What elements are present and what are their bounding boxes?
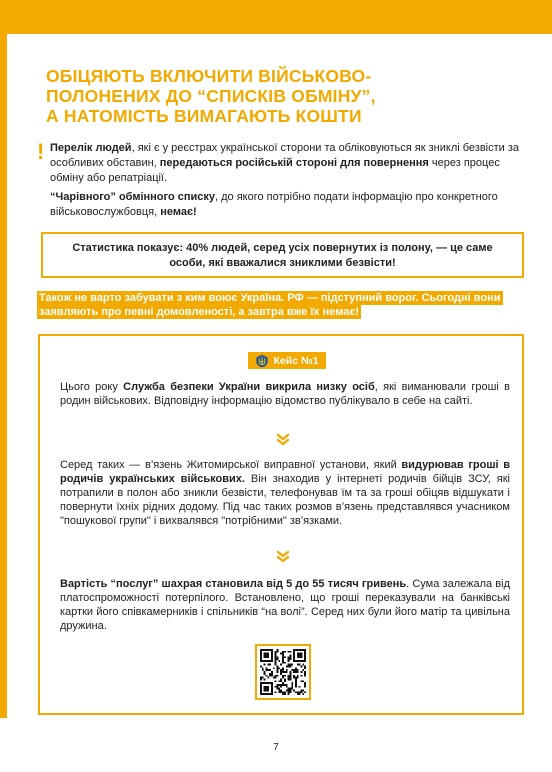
exclamation-mark-icon: ! xyxy=(37,139,45,164)
case-p3-text: . Сума залежала від платоспроможності потерпілого. Встановлено, що гроші переказували на банківські картки його співкамерників і спільників “на волі”. Серед них були його матір та цивільна дружина. xyxy=(60,578,510,632)
case-paragraph-3 xyxy=(60,577,510,633)
case-paragraph-1 xyxy=(60,380,510,408)
case-paragraph-2 xyxy=(60,458,510,528)
title-line-2: ПОЛОНЕНИХ ДО “СПИСКІВ ОБМІНУ”, xyxy=(46,86,376,106)
page-number: 7 xyxy=(273,742,279,753)
case-box xyxy=(38,334,524,715)
title-line-3: А НАТОМІСТЬ ВИМАГАЮТЬ КОШТИ xyxy=(46,106,362,126)
intro-bold-mid: передаються російській стороні для повернення xyxy=(159,157,429,169)
top-accent-bar xyxy=(0,0,552,34)
intro-text-1: , які є у реєстрах української сторони та обліковуються як зниклі безвісти за особливих обставин, xyxy=(50,142,520,169)
case-p3-bold: Вартість “послуг” шахрая становила від 5 до 55 тисяч гривень xyxy=(60,578,407,590)
double-chevron-down-icon xyxy=(276,433,290,447)
exchange-bold-start: “Чарівного” обмінного списку xyxy=(50,191,216,203)
case-p1-text-1: Цього року xyxy=(60,381,124,393)
intro-bold-start: Перелік людей xyxy=(50,142,132,154)
intro-paragraph xyxy=(37,139,524,186)
qr-code-image xyxy=(260,649,306,695)
statistics-box xyxy=(41,232,524,278)
case-p2-text-1: Серед таких — в’язень Житомирської виправної установи, який xyxy=(60,459,402,471)
case-badge xyxy=(248,352,326,369)
case-badge-label: Кейс №1 xyxy=(273,354,319,367)
trident-emblem-icon xyxy=(255,354,269,368)
exchange-list-paragraph xyxy=(50,190,524,220)
warning-highlight-text: Також не варто забувати з ким воює Україна. РФ — підступний ворог. Сьогодні вони заявляють про певні домовленості, а завтра вже їх немає! xyxy=(39,292,501,318)
case-p1-bold: Служба безпеки України викрила низку осіб xyxy=(123,381,375,393)
warning-highlight xyxy=(37,291,527,319)
statistics-text: Статистика показує: 40% людей, серед усіх повернутих із полону, — це саме особи, які вважалися зниклими безвісти! xyxy=(72,242,493,269)
left-accent-bar xyxy=(0,0,7,718)
case-p1-text-2: , які виманювали гроші в родин військових. Відповідну інформацію відомство публікувало в себе на сайті. xyxy=(60,381,510,407)
intro-text-2: через процес обміну або репатріації. xyxy=(50,157,500,184)
title-line-1: ОБІЦЯЮТЬ ВКЛЮЧИТИ ВІЙСЬКОВО- xyxy=(46,66,372,86)
double-chevron-down-icon xyxy=(276,550,290,564)
case-p2-bold: видурював гроші в родичів українських військових. xyxy=(60,459,510,485)
qr-code[interactable] xyxy=(255,644,311,700)
case-p2-text-2: Він знаходив у інтернеті родичів бійців ЗСУ, які потрапили в полон або зникли безвісти, телефонував їм та за гроші обіцяв відшукати і повернути їхніх рідних додому. Під час таких розмов в’язень представлявся учасником "пошукової групи" і вихвалявся "потрібними" зв’язками. xyxy=(60,473,510,527)
exchange-bold-end: немає! xyxy=(160,206,197,218)
exchange-text: , до якого потрібно подати інформацію про конкретного військовослужбовця, xyxy=(50,191,498,218)
page-title xyxy=(46,66,516,126)
